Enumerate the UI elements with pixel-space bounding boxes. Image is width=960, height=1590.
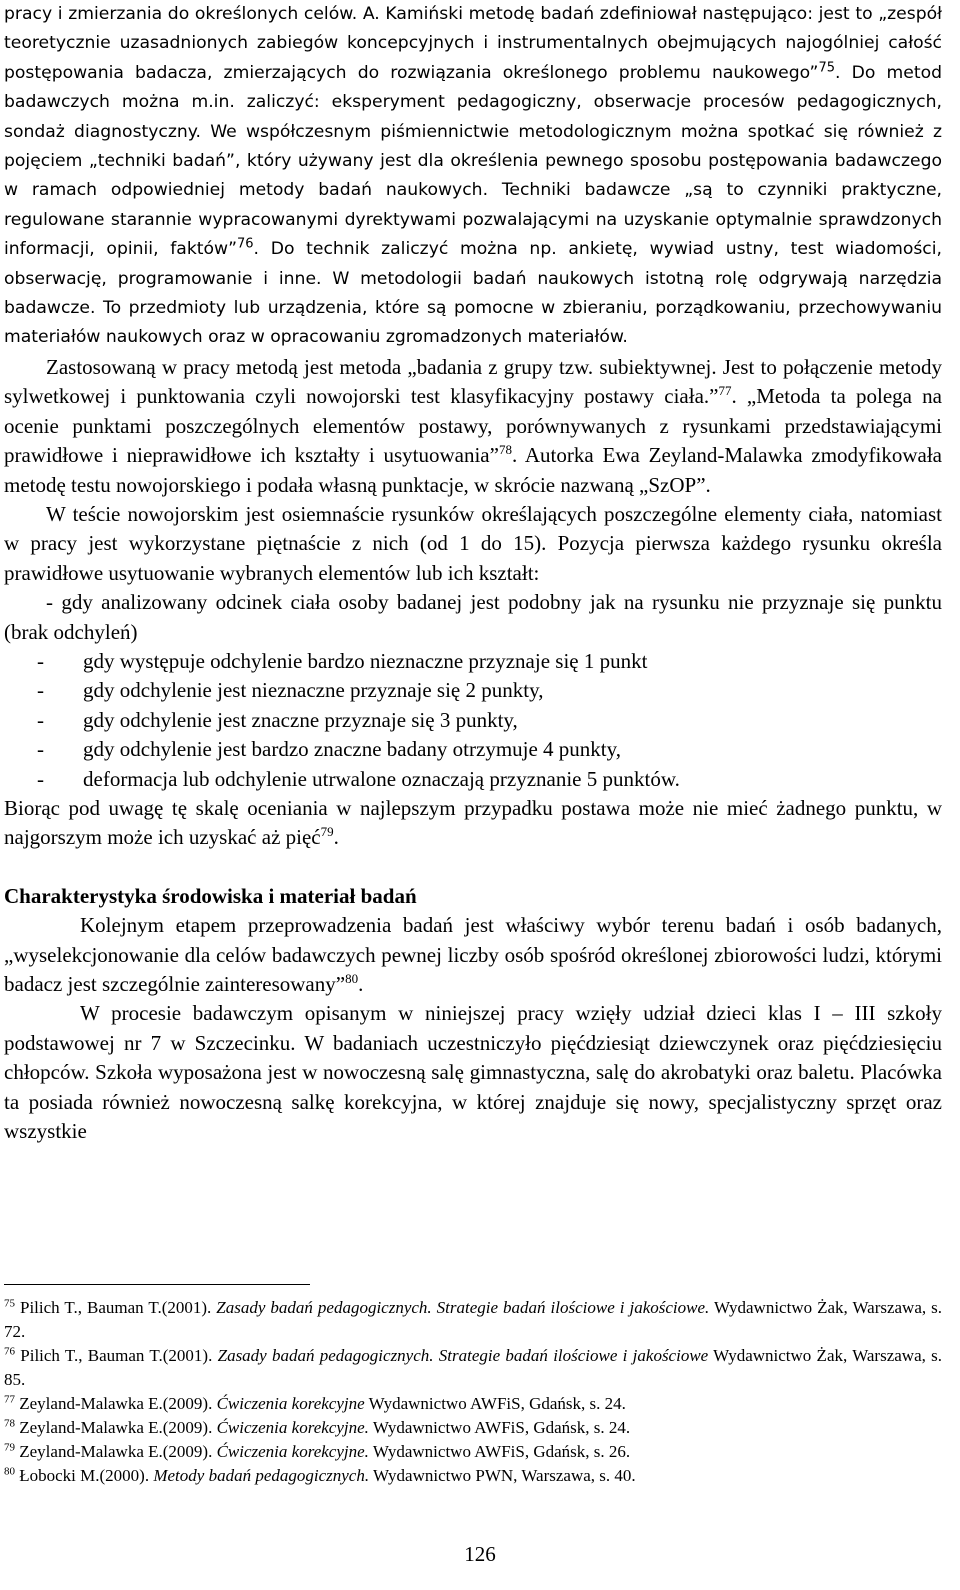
footnote-77 [4, 1392, 942, 1416]
footnote-number: 80 [4, 1465, 15, 1478]
text-span: Kolejnym etapem przeprowadzenia badań jest właściwy wybór terenu badań i osób badanych, „wyselekcjonowanie dla celów badawczych pewnej liczby osób spośród określonej zbiorowości ludzi, którymi badacz jest szczególnie zainteresowany” [4, 913, 942, 996]
paragraph-research-area [4, 911, 942, 999]
list-item-text: gdy odchylenie jest nieznaczne przyznaje się 2 punkty, [83, 678, 544, 703]
paragraph-methods-intro [4, 0, 942, 353]
text-span: . „Metoda ta polega na ocenie punktami poszczególnych elementów postawy, porównywanych z rysunkami przedstawiającymi prawidłowe i nieprawidłowe ich kształty i usytuowania” [4, 384, 942, 468]
footnote-text: Zeyland-Malawka E.(2009). [15, 1418, 217, 1437]
paragraph-no-deviation: - gdy analizowany odcinek ciała osoby badanej jest podobny jak na rysunku nie przyznaje się punktu (brak odchyleń) [4, 590, 942, 644]
paragraph-research-group: W procesie badawczym opisanym w niniejszej pracy wzięły udział dzieci klas I – III szkoły podstawowej nr 7 w Szczecinku. W badaniach uczestniczyło pięćdziesiąt dziewczynek oraz pięćdziesięciu chłopców. Szkoła wyposażona jest w nowoczesną salę gimnastyczna, salę do akrobatyki oraz baletu. Placówka ta posiada również nowoczesną salkę korekcyjna, w której znajduje się nowy, specjalistyczny sprzęt oraz wszystkie [4, 1001, 942, 1144]
list-item-text: gdy odchylenie jest znaczne przyznaje się 3 punkty, [83, 707, 518, 732]
main-text [4, 0, 942, 1146]
footnote-text: Wydawnictwo Żak, Warszawa, s. 72. [4, 1298, 942, 1341]
list-item-text: gdy występuje odchylenie bardzo nieznaczne przyznaje się 1 punkt [83, 648, 648, 673]
footnote-ref-78[interactable]: 78 [498, 442, 512, 458]
footnote-title: Ćwiczenia korekcyjne [216, 1394, 365, 1413]
text-span: . Autorka Ewa Zeyland-Malawka zmodyfikowała metodę testu nowojorskiego i podała własną punktacje, w skrócie nazwaną „SzOP”. [4, 443, 942, 497]
footnote-79 [4, 1440, 942, 1464]
paragraph-new-york-test: W teście nowojorskim jest osiemnaście rysunków określających poszczególne elementy ciała, natomiast w pracy jest wykorzystane piętnaście z nich (od 1 do 15). Pozycja pierwsza każdego rysunku określa prawidłowe usytuowanie wybranych elementów lub ich kształt: [4, 501, 942, 585]
spacer [4, 853, 942, 882]
text-span: . [333, 825, 339, 850]
footnote-text: Wydawnictwo AWFiS, Gdańsk, s. 24. [364, 1394, 626, 1413]
page-number: 126 [464, 1542, 496, 1566]
text-span: Zastosowaną w pracy metodą jest metoda „badania z grupy tzw. subiektywnej. Jest to połączenie metody sylwetkowej i punktowania czyli nowojorski test klasyfikacyjny postawy ciała.” [4, 354, 942, 409]
paragraph-scale-summary [4, 794, 942, 853]
footnote-title: Zasady badań pedagogicznych. Strategie badań ilościowe i jakościowe [217, 1346, 709, 1365]
footnote-text: Zeyland-Malawka E.(2009). [15, 1442, 217, 1461]
footnote-text: Wydawnictwo AWFiS, Gdańsk, s. 24. [368, 1418, 631, 1437]
footnote-ref-76[interactable]: 76 [237, 236, 254, 252]
list-item [4, 735, 942, 764]
footnote-number: 75 [4, 1297, 15, 1310]
footnote-title: Metody badań pedagogicznych. [153, 1466, 370, 1485]
dash-marker: - [37, 678, 44, 703]
footnote-text: Pilich T., Bauman T.(2001). [15, 1346, 218, 1365]
list-item-text: deformacja lub odchylenie utrwalone oznaczają przyznanie 5 punktów. [83, 766, 680, 791]
footnote-78 [4, 1416, 942, 1440]
footnote-80 [4, 1464, 942, 1488]
paragraph-applied-method [4, 353, 942, 500]
text-span: . [358, 972, 364, 996]
dash-marker: - [37, 648, 44, 673]
footnote-text: Wydawnictwo PWN, Warszawa, s. 40. [369, 1466, 636, 1485]
footnote-title: Zasady badań pedagogicznych. Strategie badań ilościowe i jakościowe. [216, 1298, 710, 1317]
list-item-text: gdy odchylenie jest bardzo znaczne badany otrzymuje 4 punkty, [83, 737, 622, 762]
footnote-number: 78 [4, 1417, 15, 1430]
footnote-divider [4, 1284, 310, 1285]
footnote-ref-79[interactable]: 79 [320, 824, 334, 840]
footnote-ref-75[interactable]: 75 [818, 60, 836, 76]
footnote-76 [4, 1344, 942, 1392]
dash-marker: - [37, 766, 44, 791]
list-item [4, 765, 942, 794]
footnote-title: Ćwiczenia korekcyjne. [216, 1442, 369, 1461]
scoring-list [4, 647, 942, 794]
footnote-text: Wydawnictwo Żak, Warszawa, s. 85. [4, 1346, 942, 1389]
footnote-75 [4, 1296, 942, 1344]
footnotes [4, 1296, 942, 1488]
footnote-text: Łobocki M.(2000). [15, 1466, 154, 1485]
footnote-number: 79 [4, 1441, 15, 1454]
footnote-number: 77 [4, 1393, 15, 1406]
text-span: . Do metod badawczych można m.in. zaliczyć: eksperyment pedagogiczny, obserwacje procesów pedagogicznych, sondaż diagnostyczny. We współczesnym piśmiennictwie metodologicznym można spotkać się również z pojęciem „techniki badań”, który używany jest dla określenia pewnego sposobu postępowania badawczego w ramach odpowiedniej metody badań naukowych. Techniki badawcze „są to czynniki praktyczne, regulowane starannie wypracowanymi dyrektywami pozwalającymi na uzyskanie optymalnie sprawdzonych informacji, opinii, faktów” [4, 62, 943, 260]
text-span: . Do technik zaliczyć można np. ankietę, wywiad ustny, test wiadomości, obserwację, programowanie i inne. W metodologii badań naukowych istotną rolę odgrywają narzędzia badawcze. To przedmioty lub urządzenia, które są pomocne w zbieraniu, porządkowaniu, przechowywaniu materiałów naukowych oraz w opracowaniu zgromadzonych materiałów. [4, 239, 942, 348]
footnote-text: Wydawnictwo AWFiS, Gdańsk, s. 26. [368, 1442, 631, 1461]
footnote-title: Ćwiczenia korekcyjne. [216, 1418, 369, 1437]
dash-marker: - [37, 707, 44, 732]
footnote-ref-80[interactable]: 80 [345, 971, 359, 986]
footnote-text: Pilich T., Bauman T.(2001). [15, 1298, 217, 1317]
list-item [4, 676, 942, 705]
dash-marker: - [37, 737, 44, 762]
footnote-number: 76 [4, 1345, 15, 1358]
footnote-ref-77[interactable]: 77 [718, 383, 732, 399]
text-span: Biorąc pod uwagę tę skalę oceniania w najlepszym przypadku postawa może nie mieć żadnego punktu, w najgorszym może ich uzyskać aż pięć [4, 795, 942, 850]
list-item [4, 647, 942, 676]
section-heading: Charakterystyka środowiska i materiał badań [4, 883, 417, 908]
text-span: pracy i zmierzania do określonych celów. A. Kamiński metodę badań zdefiniował następująco: jest to „zespół teoretycznie uzasadnionych zabiegów koncepcyjnych i instrumentalnych obejmujących najogólniej całość postępowania badacza, zmierzających do rozwiązania określonego problemu naukowego” [4, 4, 942, 83]
footnote-text: Zeyland-Malawka E.(2009). [15, 1394, 217, 1413]
list-item [4, 706, 942, 735]
